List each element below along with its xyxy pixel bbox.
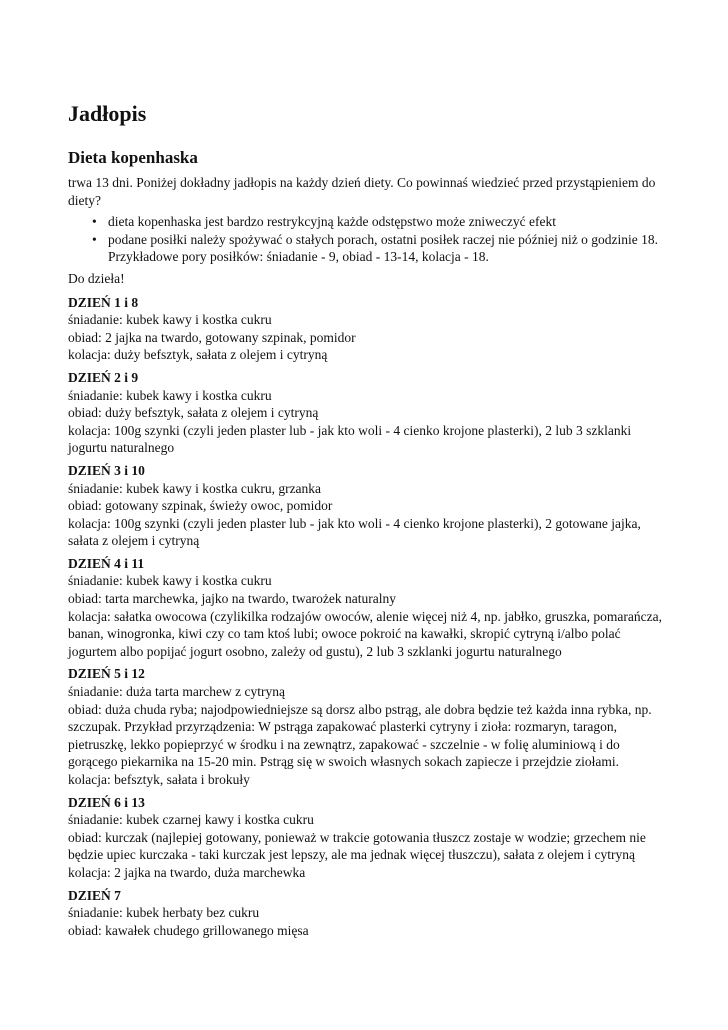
- meal-line: śniadanie: kubek czarnej kawy i kostka cukru: [68, 812, 314, 828]
- day-title: DZIEŃ 1 i 8: [68, 294, 139, 310]
- day-title: DZIEŃ 4 i 11: [68, 555, 145, 571]
- meal-line: kolacja: 100g szynki (czyli jeden plaster lub - jak kto woli - 4 cienko krojone plasterki), 2 gotowane jajka, sałata z olejem i cytryną: [68, 515, 641, 549]
- meal-line: obiad: tarta marchewka, jajko na twardo, twarożek naturalny: [68, 591, 396, 607]
- meal-line: kolacja: 100g szynki (czyli jeden plaster lub - jak kto woli - 4 cienko krojone plasterki), 2 lub 3 szklanki jogurtu naturalnego: [68, 422, 632, 456]
- day-section: [68, 555, 668, 661]
- day-title: DZIEŃ 7: [68, 887, 121, 903]
- meal-line: kolacja: duży befsztyk, sałata z olejem i cytryną: [68, 347, 328, 363]
- day-title: DZIEŃ 5 i 12: [68, 666, 145, 682]
- meal-line: śniadanie: kubek kawy i kostka cukru: [68, 312, 272, 328]
- day-section: [68, 887, 668, 940]
- day-title: DZIEŃ 6 i 13: [68, 794, 145, 810]
- day-title: DZIEŃ 2 i 9: [68, 369, 139, 385]
- meal-line: śniadanie: duża tarta marchew z cytryną: [68, 684, 286, 700]
- document-title: Jadłopis: [68, 101, 147, 126]
- meal-line: obiad: duża chuda ryba; najodpowiedniejsze są dorsz albo pstrąg, ale dobra będzie też każda inna rybka, np. szczupak. Przykład przyrządzenia: W pstrąga zapakować plasterki cytryny i zioła: rozmaryn, taragon, pietruszkę, lekko popieprzyć w środku i na zewnątrz, zapakować - szczelnie - w folię aluminiową i do gorącego piekarnika na 15-20 min. Pstrąg się w swoich własnych sokach zapiecze i przejdzie ziołami.: [68, 701, 652, 770]
- document-body: [68, 174, 668, 944]
- note-item: • dieta kopenhaska jest bardzo restrykcyjną każde odstępstwo może zniweczyć efekt: [108, 213, 668, 231]
- day-section: [68, 665, 668, 788]
- after-notes-text: Do dzieła!: [68, 270, 125, 286]
- document-subtitle: Dieta kopenhaska: [68, 148, 198, 167]
- meal-line: śniadanie: kubek kawy i kostka cukru, grzanka: [68, 480, 322, 496]
- meal-line: kolacja: befsztyk, sałata i brokuły: [68, 772, 250, 787]
- meal-line: obiad: 2 jajka na twardo, gotowany szpinak, pomidor: [68, 329, 356, 345]
- meal-line: obiad: kawałek chudego grillowanego mięsa: [68, 922, 309, 938]
- intro-paragraph: trwa 13 dni. Poniżej dokładny jadłopis na każdy dzień diety. Co powinnaś wiedzieć przed przystąpieniem do diety?: [68, 175, 656, 208]
- meal-line: obiad: duży befsztyk, sałata z olejem i cytryną: [68, 405, 319, 421]
- day-title: DZIEŃ 3 i 10: [68, 462, 145, 478]
- meal-line: obiad: kurczak (najlepiej gotowany, ponieważ w trakcie gotowania tłuszcz zostaje w wodzie; grzechem nie będzie upiec kurczaka - taki kurczak jest lepszy, ale ma jednak więcej tłuszczu), sałata z olejem i cytryną: [68, 829, 646, 863]
- note-item: • podane posiłki należy spożywać o stałych porach, ostatni posiłek raczej nie później niż o godzinie 18. Przykładowe pory posiłków: śniadanie - 9, obiad - 13-14, kolacja - 18.: [108, 231, 668, 266]
- meal-line: kolacja: sałatka owocowa (czylikilka rodzajów owoców, alenie więcej niż 4, np. jabłko, gruszka, pomarańcza, banan, winogronka, kiwi czy co tam ktoś lubi; owoce pokroić na kawałki, skropić cytryną i/albo polać jogurtem albo popijać jogurt osobno, zależy od gustu), 2 lub 3 szklanki jogurtu naturalnego: [68, 608, 663, 659]
- day-section: [68, 369, 668, 457]
- day-section: [68, 794, 668, 882]
- meal-line: śniadanie: kubek kawy i kostka cukru: [68, 387, 272, 403]
- meal-line: kolacja: 2 jajka na twardo, duża marchewka: [68, 864, 306, 880]
- meal-line: obiad: gotowany szpinak, świeży owoc, pomidor: [68, 498, 333, 514]
- meal-line: śniadanie: kubek herbaty bez cukru: [68, 905, 260, 921]
- notes-list: [68, 213, 668, 266]
- meal-line: śniadanie: kubek kawy i kostka cukru: [68, 573, 272, 589]
- day-section: [68, 462, 668, 550]
- day-section: [68, 294, 668, 364]
